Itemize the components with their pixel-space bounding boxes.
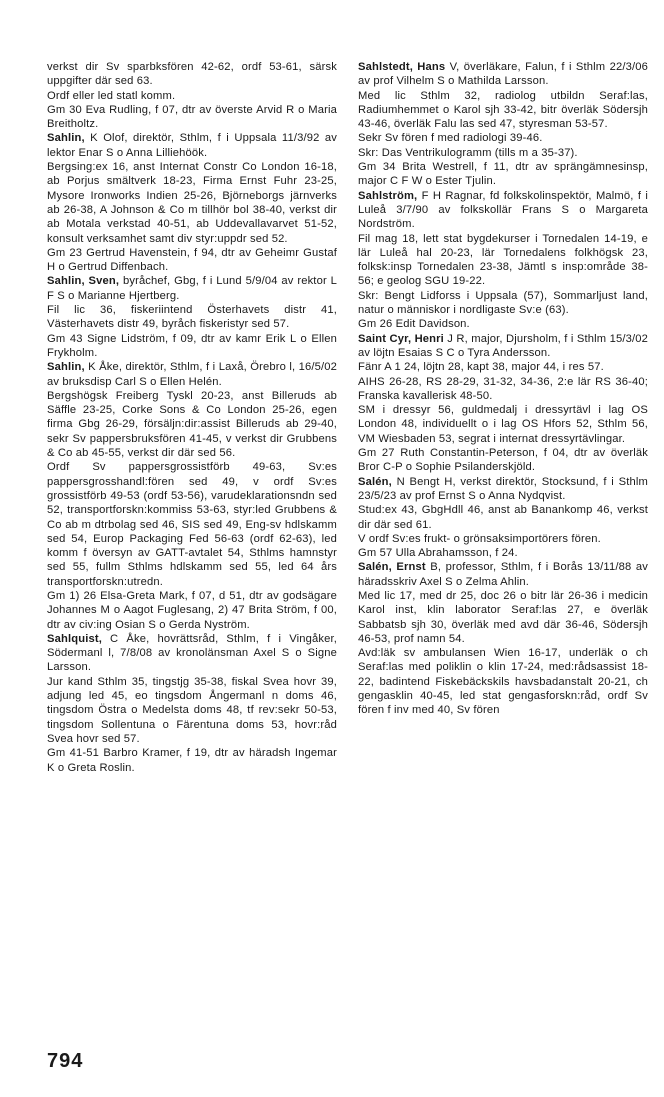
entry-text: Stud:ex 43, GbgHdll 46, anst ab Banankomp 46, verkst dir där sed 61.	[358, 504, 648, 531]
entry-name: Sahlstedt, Hans	[358, 61, 446, 73]
entry-text: Bergsing:ex 16, anst Internat Constr Co London 16-18, ab Porjus smältverk 18-23, Firma Ernst Fuhr 23-25, Mysore Ironworks Indien 25-26, Björneborgs järnverks ab 26-38, A Johnson & Co m tillhör bol 38-40, verkst dir ab Motala verkstad 40-51, ab Uddevallavarvet 51-52, konsult verksamhet samt div styr:uppdr sed 52.	[47, 161, 337, 245]
entry-text: AIHS 26-28, RS 28-29, 31-32, 34-36, 2:e lär RS 36-40; Franska kavallerisk 48-50.	[358, 375, 648, 402]
entry-text: Ordf eller led statl komm.	[47, 89, 176, 102]
entry-name: Salén,	[358, 475, 392, 488]
entry-text: Gm 34 Brita Westrell, f 11, dtr av sprängämnesinsp, major C F W o Ester Tjulin.	[358, 161, 648, 188]
entry-header: F H Ragnar, fd folkskolinspektör, Malmö, f i Luleå 3/7/90 av folkskollär Frans S o Margareta Nordström.	[358, 189, 648, 231]
entry-text: Gm 27 Ruth Constantin-Peterson, f 04, dtr av överläk Bror C-P o Sophie Psilanderskjöld.	[358, 447, 648, 474]
entry-sahlstrom-ragnar	[358, 189, 648, 332]
entry-header: K Olof, direktör, Sthlm, f i Uppsala 11/3/92 av lektor Enar S o Anna Lilliehöök.	[47, 132, 337, 159]
entry-name: Sahlin, Sven,	[47, 275, 120, 288]
entry-name: Sahlström,	[358, 189, 418, 202]
entry-salen-ernst	[358, 560, 648, 717]
entry-name: Saint Cyr, Henri	[358, 332, 444, 345]
entry-header: byråchef, Gbg, f i Lund 5/9/04 av rektor L F S o Marianne Hjertberg.	[47, 275, 337, 302]
entry-sahlin-sven	[47, 274, 337, 360]
entry-text: Gm 1) 26 Elsa-Greta Mark, f 07, d 51, dtr av godsägare Johannes M o Aagot Fuglesang, 2) 47 Brita Ström, f 00, dtr av civ:ing Osian S o Gerda Nyström.	[47, 589, 337, 631]
entry-text: Avd:läk sv ambulansen Wien 16-17, underläk o ch Seraf:las med poliklin o klin 17-24, med:rådsassist 18-22, badintend Fiskebäckskils havsbadanstalt 20-21, ch gengasklin 40-45, led stat gengasforskn:råd, ordf Sv fören f inv med 40, Sv fören	[358, 647, 648, 717]
entry-text: Ordf Sv pappersgrossistförb 49-63, Sv:es pappersgrosshandl:fören sed 49, v ordf Sv:es grossistförb 49-53 (ordf 53-56), varudeklarationsndn sed 52, transportforskn:kommiss 53-63, styr:led Grubbens & Co ab m dtrbolag sed 46, SIS sed 49, Eng-sv hdlskamm sed 54, Europ Packaging Fed 56-63 (ordf 62-63), led komm f översyn av GATT-avtalet 54, Sthlms hamnstyr sed 55, fullm Sthlms hdlskamm sed 55, led 64 års transportforskn:utredn.	[47, 461, 337, 588]
entry-text: Fil mag 18, lett stat bygdekurser i Tornedalen 14-19, e lär Luleå hal 20-23, lär Tornedalens folkhögsk 23, folksk:insp Tornedalen 23-38, Jämtl s insp:område 38-56; e geolog SGU 19-22.	[358, 232, 648, 288]
entry-text: Fil lic 36, fiskeriintend Österhavets distr 41, Västerhavets distr 49, byråch fiskeristyr sed 57.	[47, 304, 337, 331]
entry-text: Gm 43 Signe Lidström, f 09, dtr av kamr Erik L o Ellen Frykholm.	[47, 332, 337, 359]
entry-text: V ordf Sv:es frukt- o grönsaksimportörers fören.	[358, 532, 601, 545]
entry-salen-bengt	[358, 475, 648, 561]
entry-header: K Åke, direktör, Sthlm, f i Laxå, Örebro l, 16/5/02 av bruksdisp Carl S o Ellen Helén.	[47, 361, 337, 388]
entry-text: Sekr Sv fören f med radiologi 39-46.	[358, 132, 543, 145]
entry-sahlquist-ake	[47, 632, 337, 775]
entry-text: SM i dressyr 56, guldmedalj i dressyrtävl i lag OS London 48, individuellt o i lag OS Hfors 52, Sthlm 56, VM Wiesbaden 53, segrat i internat dressyrtävlingar.	[358, 404, 648, 445]
entry-text: Gm 57 Ulla Abrahamsson, f 24.	[358, 547, 518, 560]
entry-header: V, överläkare, Falun, f i Sthlm 22/3/06 av prof Vilhelm S o Mathilda Larsson.	[358, 61, 648, 88]
entry-name: Sahlquist,	[47, 632, 102, 645]
entry-header: C Åke, hovrättsråd, Sthlm, f i Vingåker, Södermanl l, 7/8/08 av kronolänsman Axel S o Signe Larsson.	[47, 632, 337, 674]
entry-text: Gm 26 Edit Davidson.	[358, 318, 470, 331]
page-number: 794	[47, 1050, 84, 1072]
entry-text: Med lic 17, med dr 25, doc 26 o bitr lär 26-36 i medicin Karol inst, klin laborator Seraf:las 27, e överläk Sabbatsb sjh 30, överläk med avd där 36-46, Södersjh 46-53, prof namn 54.	[358, 589, 648, 645]
entry-header: N Bengt H, verkst direktör, Stocksund, f i Sthlm 23/5/23 av prof Ernst S o Anna Nydqvist.	[358, 475, 648, 502]
entry-continuation	[47, 60, 337, 131]
right-column	[358, 60, 648, 718]
entry-name: Salén, Ernst	[358, 561, 426, 574]
entry-text: Gm 41-51 Barbro Kramer, f 19, dtr av häradsh Ingemar K o Greta Roslin.	[47, 747, 337, 774]
entry-text: Gm 30 Eva Rudling, f 07, dtr av överste Arvid R o Maria Breitholtz.	[47, 103, 337, 131]
entry-header: J R, major, Djursholm, f i Sthlm 15/3/02 av löjtn Esaias S C o Tyra Andersson.	[358, 332, 648, 359]
entry-text: Skr: Das Ventrikulogramm (tills m a 35-37).	[358, 146, 578, 159]
entry-text: Skr: Bengt Lidforss i Uppsala (57), Sommarljust land, natur o människor i nordligaste Sv:e (63).	[358, 289, 648, 317]
entry-text: Fänr A 1 24, löjtn 28, kapt 38, major 44, i res 57.	[358, 361, 604, 374]
entry-text: Jur kand Sthlm 35, tingstjg 35-38, fiskal Svea hovr 39, adjung led 45, eo tingsdom Ångermanl n doms 46, tingsdom Östra o Medelsta doms 48, tf rev:sekr 50-53, tingsdom Sollentuna o Färentuna doms 53, hovr:råd Svea hovr sed 57.	[47, 675, 337, 745]
entry-name: Sahlin,	[47, 361, 85, 374]
entry-text: Bergshögsk Freiberg Tyskl 20-23, anst Billeruds ab Säffle 23-25, Corke Sons & Co London 25-26, egen firma Gbg 26-29, försäljn:dir:assist Billeruds ab 29-40, sekr Sv pappersbruksfören 41-45, v verkst dir Grubbens & Co ab 45-55, verkst dir där sed 56.	[47, 389, 337, 460]
entry-text: verkst dir Sv sparbksfören 42-62, ordf 53-61, särsk uppgifter där sed 63.	[47, 61, 337, 88]
entry-text: Gm 23 Gertrud Havenstein, f 94, dtr av Geheimr Gustaf H o Gertrud Diffenbach.	[47, 246, 337, 274]
entry-text: Med lic Sthlm 32, radiolog utbildn Seraf:las, Radiumhemmet o Karol sjh 33-42, bitr överläk Södersjh 43-46, överläk Falu las sed 47, styresman 53-57.	[358, 89, 648, 131]
entry-sahlstedt-hans	[358, 60, 648, 189]
entry-saint-cyr-henri	[358, 332, 648, 475]
entry-name: Sahlin,	[47, 132, 85, 145]
left-column	[47, 60, 337, 775]
entry-sahlin-ake	[47, 360, 337, 632]
entry-header: B, professor, Sthlm, f i Borås 13/11/88 av häradsskriv Axel S o Zelma Ahlin.	[358, 561, 648, 588]
entry-sahlin-olof	[47, 131, 337, 274]
